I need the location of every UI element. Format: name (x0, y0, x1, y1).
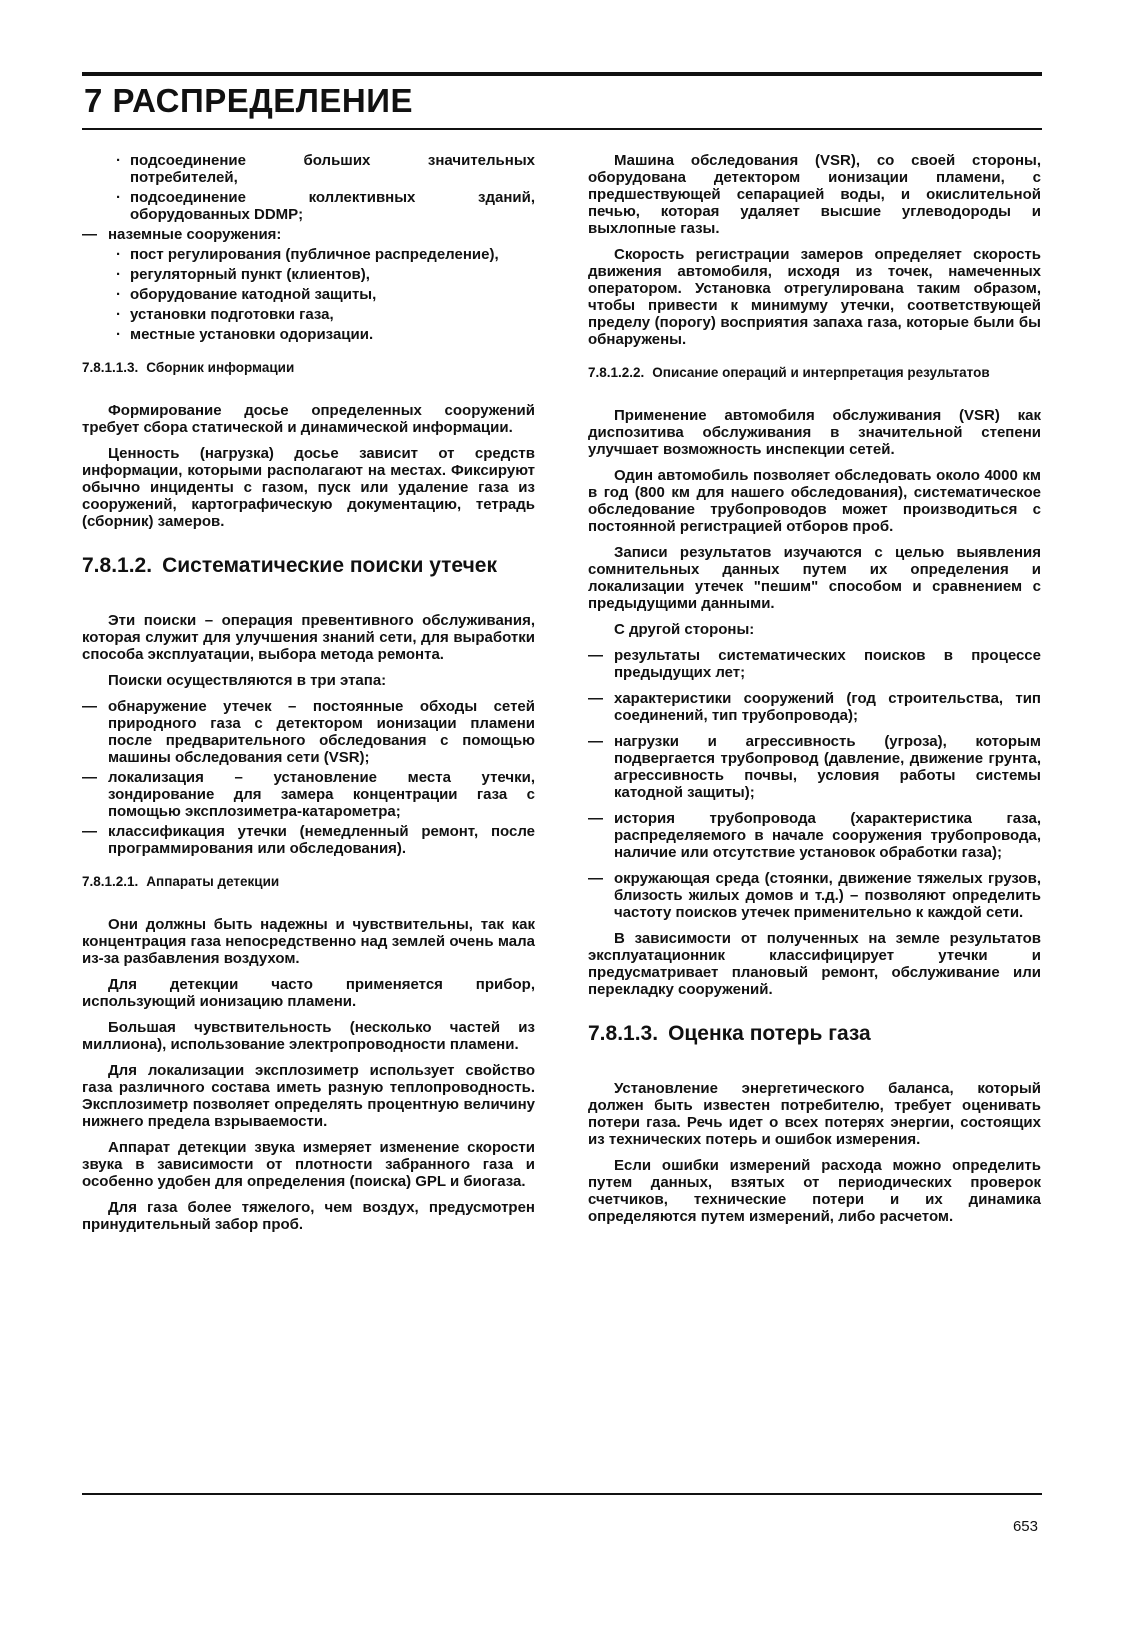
list-item-text: подсоединение коллективных зданий, оборудованных DDMP; (130, 189, 535, 223)
left-column (82, 152, 535, 1242)
dash-mark: — (82, 698, 97, 715)
paragraph: Скорость регистрации замеров определяет скорость движения автомобиля, исходя из точек, намеченных оператором. Установка отрегулирована таким образом, чтобы привести к минимуму утечки, соответствующей пределу (порогу) восприятия запаха газа, которые были бы обнаружены. (588, 246, 1041, 348)
paragraph: Записи результатов изучаются с целью выявления сомнительных данных путем их определения и локализации утечек "пешим" способом и сравнением с предыдущими данными. (588, 544, 1041, 612)
list-item (116, 266, 535, 283)
list-item (116, 306, 535, 323)
paragraph: Если ошибки измерений расхода можно определить путем данных, взятых от периодических проверок счетчиков, технические потери и их динамика определяются путем измерений, либо расчетом. (588, 1157, 1041, 1225)
paragraph: Машина обследования (VSR), со своей стороны, оборудована детектором ионизации пламени, с предшествующей сепарацией воды, и окислительной печью, которая удаляет высшие углеводороды и выхлопные газы. (588, 152, 1041, 237)
dash-item (588, 690, 1041, 724)
dash-item (588, 870, 1041, 921)
list-item-text: местные установки одоризации. (130, 326, 374, 343)
dash-item-text: локализация – установление места утечки, зондирование для замера концентрации газа с помощью эксплозиметра-катарометра; (108, 769, 535, 820)
bullet-mark: · (116, 189, 121, 206)
section-heading-large (588, 1022, 1041, 1046)
section-number: 7.8.1.3. (588, 1022, 659, 1045)
page-number: 653 (1012, 1518, 1038, 1535)
bullet-mark: · (116, 326, 121, 343)
paragraph: С другой стороны: (614, 621, 755, 638)
section-title: Систематические поиски утечек (162, 554, 497, 577)
bullet-mark: · (116, 306, 121, 323)
dash-item (588, 733, 1041, 801)
bullet-mark: · (116, 152, 121, 169)
dash-item-text: окружающая среда (стоянки, движение тяжелых грузов, близость жилых домов и т.д.) – позволяют определить частоту поисков утечек применительно к каждой сети. (614, 870, 1041, 921)
dash-item (82, 698, 535, 766)
section-number: 7.8.1.2.2. (588, 365, 645, 380)
dash-mark: — (588, 647, 603, 664)
list-item-text: подсоединение больших значительных потребителей, (130, 152, 535, 186)
paragraph: Аппарат детекции звука измеряет изменение скорости звука в зависимости от плотности забранного газа и особенно удобен для определения (поиска) GPL и биогаза. (82, 1139, 535, 1190)
dash-mark: — (588, 810, 603, 827)
dash-item-text: нагрузки и агрессивность (угроза), которым подвергается трубопровод (давление, движение грунта, агрессивность почвы, условия работы системы катодной защиты); (614, 733, 1041, 801)
list-item (116, 286, 535, 303)
paragraph: Они должны быть надежны и чувствительны, так как концентрация газа непосредственно над землей очень мала из-за разбавления воздухом. (82, 916, 535, 967)
section-number: 7.8.1.1.3. (82, 360, 139, 375)
list-item-text: пост регулирования (публичное распределение), (130, 246, 499, 263)
bullet-mark: · (116, 286, 121, 303)
list-item (116, 326, 535, 343)
paragraph: Применение автомобиля обслуживания (VSR) как диспозитива обслуживания в значительной степени улучшает возможность инспекции сетей. (588, 407, 1041, 458)
list-item (116, 152, 535, 186)
dash-item-text: характеристики сооружений (год строительства, тип соединений, тип трубопровода); (614, 690, 1041, 724)
paragraph: Установление энергетического баланса, который должен быть известен потребителю, требует оценивать потери газа. Речь идет о всех потерях энергии, состоящих из технических потерь и ошибок измерения. (588, 1080, 1041, 1148)
section-title: Описание операций и интерпретация результатов (652, 365, 990, 380)
paragraph: Формирование досье определенных сооружений требует сбора статической и динамической информации. (82, 402, 535, 436)
section-title: Оценка потерь газа (668, 1022, 871, 1045)
dash-mark: — (588, 870, 603, 887)
dash-mark: — (82, 769, 97, 786)
right-column (588, 152, 1041, 1234)
paragraph: Ценность (нагрузка) досье зависит от средств информации, которыми располагают на местах. Фиксируют обычно инциденты с газом, пуск или удаление газа из сооружений, картографическую документацию, тетрадь (сборник) замеров. (82, 445, 535, 530)
section-title: Аппараты детекции (146, 874, 280, 889)
list-item-text: регуляторный пункт (клиентов), (130, 266, 370, 283)
paragraph: Поиски осуществляются в три этапа: (108, 672, 387, 689)
dash-item-text: классификация утечки (немедленный ремонт, после программирования или обследования). (108, 823, 535, 857)
section-heading (82, 359, 535, 376)
dash-item-text: история трубопровода (характеристика газа, распределяемого в начале сооружения трубопровода, наличие или отсутствие установок обработки газа); (614, 810, 1041, 861)
dash-mark: — (588, 733, 603, 750)
section-heading-large (82, 554, 535, 578)
paragraph: Эти поиски – операция превентивного обслуживания, которая служит для улучшения знаний сети, для выработки способа эксплуатации, выбора метода ремонта. (82, 612, 535, 663)
dash-item (588, 647, 1041, 681)
section-number: 7.8.1.2. (82, 554, 153, 577)
dash-item (82, 769, 535, 820)
dash-mark: — (82, 823, 97, 840)
paragraph: Большая чувствительность (несколько частей из миллиона), использование электропроводности пламени. (82, 1019, 535, 1053)
bullet-mark: · (116, 246, 121, 263)
paragraph: Для детекции часто применяется прибор, использующий ионизацию пламени. (82, 976, 535, 1010)
paragraph: Для газа более тяжелого, чем воздух, предусмотрен принудительный забор проб. (82, 1199, 535, 1233)
header-rule-bottom (82, 128, 1042, 130)
list-item (116, 189, 535, 223)
dash-item-text: обнаружение утечек – постоянные обходы сетей природного газа с детектором ионизации пламени после предварительного обследования с помощью машины обследования сети (VSR); (108, 698, 535, 766)
dash-item (82, 823, 535, 857)
list-item-text: оборудование катодной защиты, (130, 286, 377, 303)
paragraph: Один автомобиль позволяет обследовать около 4000 км в год (800 км для нашего обследования), систематическое обследование трубопроводов может производиться с постоянной регистрацией отборов проб. (588, 467, 1041, 535)
section-number: 7.8.1.2.1. (82, 874, 139, 889)
chapter-title: 7 РАСПРЕДЕЛЕНИЕ (84, 82, 413, 119)
paragraph: Для локализации эксплозиметр использует свойство газа различного состава иметь разную теплопроводность. Эксплозиметр позволяет определять процентную величину нижнего предела взрываемости. (82, 1062, 535, 1130)
dash-item (82, 226, 535, 243)
section-heading (82, 873, 535, 890)
dash-mark: — (588, 690, 603, 707)
list-item-text: установки подготовки газа, (130, 306, 334, 323)
list-item (116, 246, 535, 263)
dash-mark: — (82, 226, 97, 243)
dash-item-text: результаты систематических поисков в процессе предыдущих лет; (614, 647, 1041, 681)
header-rule-top (82, 72, 1042, 76)
dash-item-text: наземные сооружения: (108, 226, 282, 243)
dash-item (588, 810, 1041, 861)
footer-rule (82, 1493, 1042, 1495)
bullet-mark: · (116, 266, 121, 283)
section-heading (588, 364, 1041, 381)
paragraph: В зависимости от полученных на земле результатов эксплуатационник классифицирует утечки и предусматривает плановый ремонт, обслуживание или перекладку сооружений. (588, 930, 1041, 998)
section-title: Сборник информации (146, 360, 295, 375)
